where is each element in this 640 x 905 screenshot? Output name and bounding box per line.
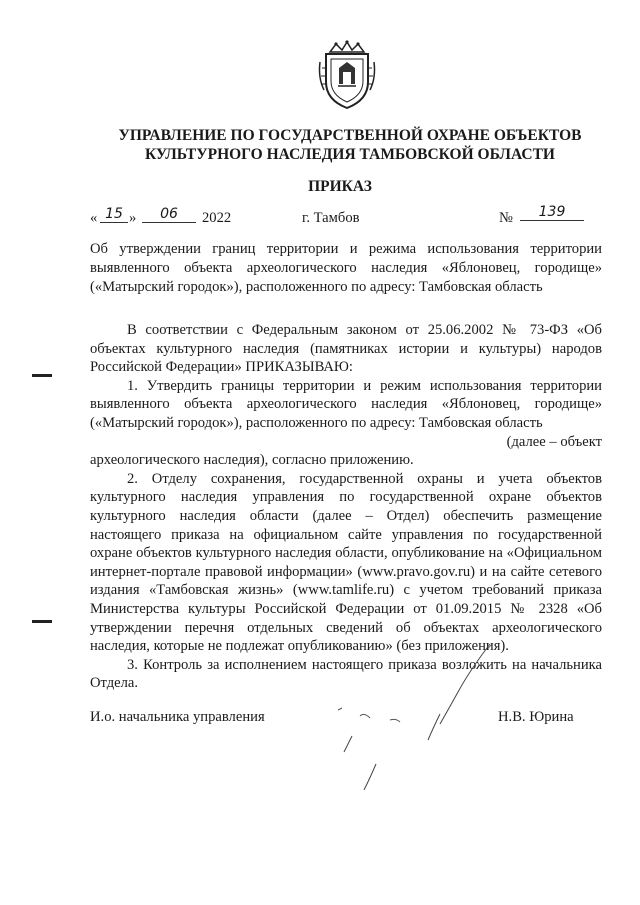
item-1-suffix: (далее – объект xyxy=(506,433,602,450)
organization-line-2: КУЛЬТУРНОГО НАСЛЕДИЯ ТАМБОВСКОЙ ОБЛАСТИ xyxy=(145,146,555,163)
handwritten-signature xyxy=(330,640,500,800)
document-subject: Об утверждении границ территории и режима использования территории выявленного объекта археологического наследия «Яблоновец, городище» («Матырский городок»), расположенного по адресу: Тамбовская область xyxy=(90,241,602,295)
date-quote-open: « xyxy=(90,210,98,226)
date-day: 15 xyxy=(100,206,128,223)
item-1-continuation xyxy=(90,433,602,470)
item-2-paragraph: 2. Отделу сохранения, государственной охраны и учета объектов культурного наследия управления по государственной охране объектов культурного наследия области (далее – Отдел) обеспечить размещение настоящего приказа на официальном сайте управления по государственной охране объектов культурного наследия области, опубликование на «Официальном интернет-портале правовой информации» (www.pravo.gov.ru) и на сайте сетевого издания «Тамбовская жизнь» (www.tamlife.ru) с учетом требований приказа Министерства культуры Российской Федерации от 01.09.2015 № 2328 «Об утверждении перечня отдельных сведений об объектах археологического наследия, которые не подлежат опубликованию» (без приложения). xyxy=(90,470,602,655)
signature-role: И.о. начальника управления xyxy=(90,709,265,725)
date-quote-close: » xyxy=(129,210,137,226)
item-3-paragraph: 3. Контроль за исполнением настоящего приказа возложить на начальника Отдела. xyxy=(90,656,602,692)
margin-mark-bottom xyxy=(32,620,52,623)
margin-mark-top xyxy=(32,374,52,377)
date-month: 06 xyxy=(142,206,196,223)
date-year: 2022 xyxy=(202,210,232,226)
coat-of-arms-icon xyxy=(316,38,378,112)
item-1-paragraph: 1. Утвердить границы территории и режим использования территории выявленного объекта археологического наследия «Яблоновец, городище» («Матырский городок»), расположенного по адресу: Тамбовская область xyxy=(90,377,602,431)
number-sign: № xyxy=(499,210,513,226)
signature-name: Н.В. Юрина xyxy=(498,709,574,725)
document-number: 139 xyxy=(520,204,584,221)
item-1-tail: археологического наследия), согласно приложению. xyxy=(90,452,414,469)
organization-line-1: УПРАВЛЕНИЕ ПО ГОСУДАРСТВЕННОЙ ОХРАНЕ ОБЪЕКТОВ xyxy=(118,127,582,144)
document-city: г. Тамбов xyxy=(302,210,360,226)
document-body xyxy=(90,321,602,693)
intro-paragraph: В соответствии с Федеральным законом от 25.06.2002 № 73-ФЗ «Об объектах культурного наследия (памятниках истории и культуры) народов Российской Федерации» ПРИКАЗЫВАЮ: xyxy=(90,322,602,376)
organization-name xyxy=(60,126,640,164)
document-type: ПРИКАЗ xyxy=(308,178,372,195)
